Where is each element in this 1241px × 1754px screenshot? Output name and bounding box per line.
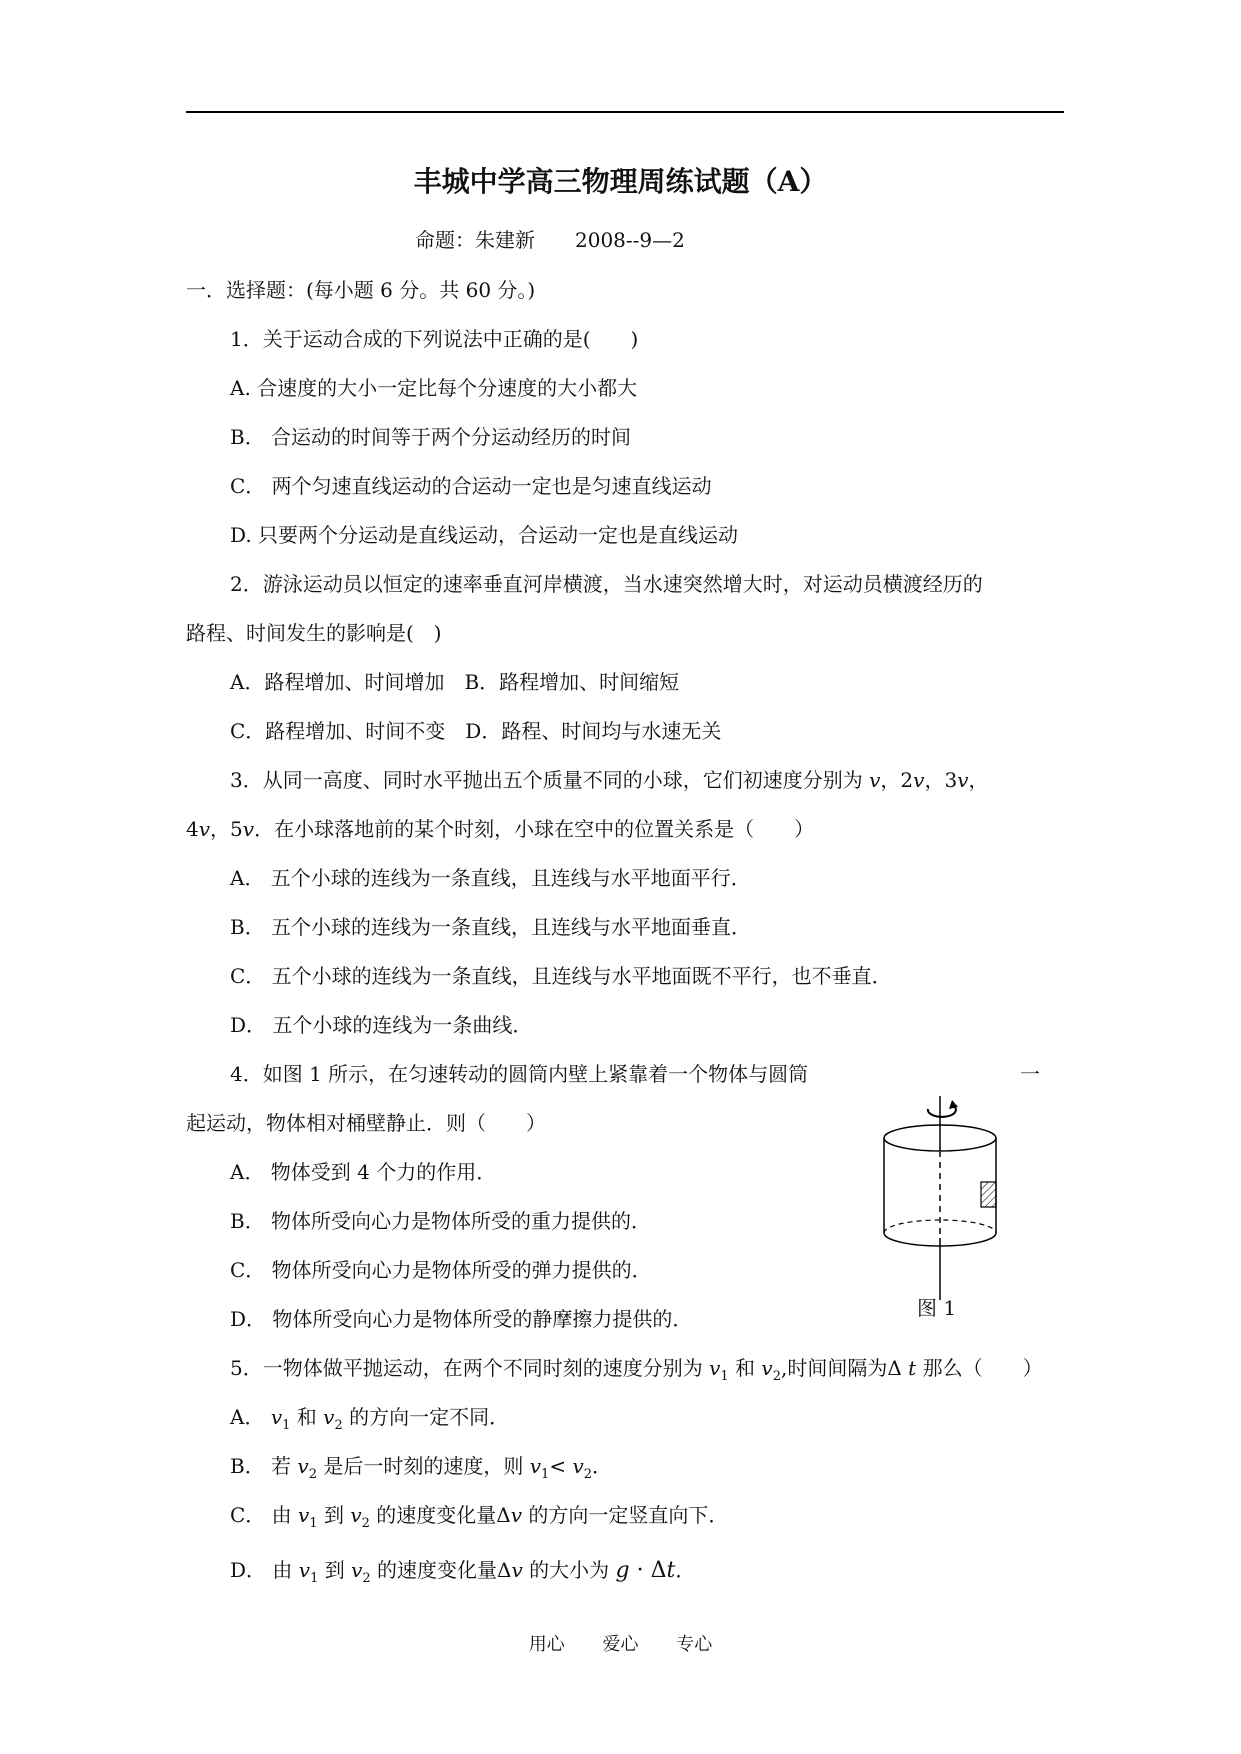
q5-option-a: A． $v_1$ 和 $v_2$ 的方向一定不同． <box>230 1405 510 1433</box>
footer-word-2: 爱心 <box>602 1634 639 1655</box>
q1-stem: 1．关于运动合成的下列说法中正确的是( ) <box>230 327 639 351</box>
q4-stem-line1-tail: 一 <box>1020 1062 1040 1086</box>
q2-options-ab: A．路程增加、时间增加 B．路程增加、时间缩短 <box>230 670 680 694</box>
q4-option-c: C． 物体所受向心力是物体所受的弹力提供的． <box>230 1258 652 1282</box>
footer-word-3: 专心 <box>676 1634 713 1655</box>
figure-1-caption: 图 1 <box>917 1296 957 1320</box>
page-footer <box>0 1634 1241 1656</box>
q4-option-a: A． 物体受到 4 个力的作用． <box>230 1160 497 1184</box>
section-heading: 一．选择题：(每小题 6 分。共 60 分。) <box>186 278 536 302</box>
q2-options-cd: C．路程增加、时间不变 D．路程、时间均与水速无关 <box>230 719 722 743</box>
rotation-arrowhead-icon <box>949 1100 958 1109</box>
q5-option-b: B． 若 $v_2$ 是后一时刻的速度，则 $v_1< v_2$． <box>230 1454 613 1482</box>
page-title: 丰城中学高三物理周练试题（A） <box>413 165 828 198</box>
q3-option-d: D． 五个小球的连线为一条曲线． <box>230 1013 533 1037</box>
q1-option-a: A. 合速度的大小一定比每个分速度的大小都大 <box>230 376 638 400</box>
q3-stem-line2: 4v，5v．在小球落地前的某个时刻，小球在空中的位置关系是（ ） <box>186 817 815 841</box>
q4-stem-line1: 4．如图 1 所示，在匀速转动的圆筒内壁上紧靠着一个物体与圆筒 <box>230 1062 809 1086</box>
q4-option-d: D． 物体所受向心力是物体所受的静摩擦力提供的． <box>230 1307 693 1331</box>
q3-option-c: C． 五个小球的连线为一条直线，且连线与水平地面既不平行，也不垂直． <box>230 964 892 988</box>
q1-option-d: D. 只要两个分运动是直线运动，合运动一定也是直线运动 <box>230 523 739 547</box>
q3-stem-line1: 3．从同一高度、同时水平抛出五个质量不同的小球，它们初速度分别为 v，2v，3v， <box>230 768 989 792</box>
block-object <box>981 1182 996 1207</box>
q5-option-c: C． 由 $v_1$ 到 $v_2$ 的速度变化量Δv 的方向一定竖直向下． <box>230 1503 729 1531</box>
q5-option-d: D． 由 $v_1$ 到 $v_2$ 的速度变化量Δv 的大小为 g · Δt． <box>230 1558 696 1586</box>
q4-stem-line2: 起运动，物体相对桶壁静止．则（ ） <box>186 1111 546 1135</box>
q4-option-b: B． 物体所受向心力是物体所受的重力提供的． <box>230 1209 652 1233</box>
q5-stem: 5．一物体做平抛运动，在两个不同时刻的速度分别为 $v_1$ 和 $v_2$,时间间隔为Δ t 那么（ ） <box>230 1356 1043 1384</box>
q2-stem-line1: 2．游泳运动员以恒定的速率垂直河岸横渡，当水速突然增大时，对运动员横渡经历的 <box>230 572 983 596</box>
subtitle: 命题：朱建新 2008--9—2 <box>415 228 685 252</box>
q1-option-b: B． 合运动的时间等于两个分运动经历的时间 <box>230 425 632 449</box>
footer-word-1: 用心 <box>528 1634 565 1655</box>
figure-1-cylinder-diagram <box>870 1088 1010 1308</box>
header-rule <box>186 111 1064 113</box>
q1-option-c: C． 两个匀速直线运动的合运动一定也是匀速直线运动 <box>230 474 712 498</box>
q2-stem-line2: 路程、时间发生的影响是( ) <box>186 621 442 645</box>
q3-option-b: B． 五个小球的连线为一条直线，且连线与水平地面垂直． <box>230 915 752 939</box>
q3-option-a: A． 五个小球的连线为一条直线，且连线与水平地面平行． <box>230 866 751 890</box>
